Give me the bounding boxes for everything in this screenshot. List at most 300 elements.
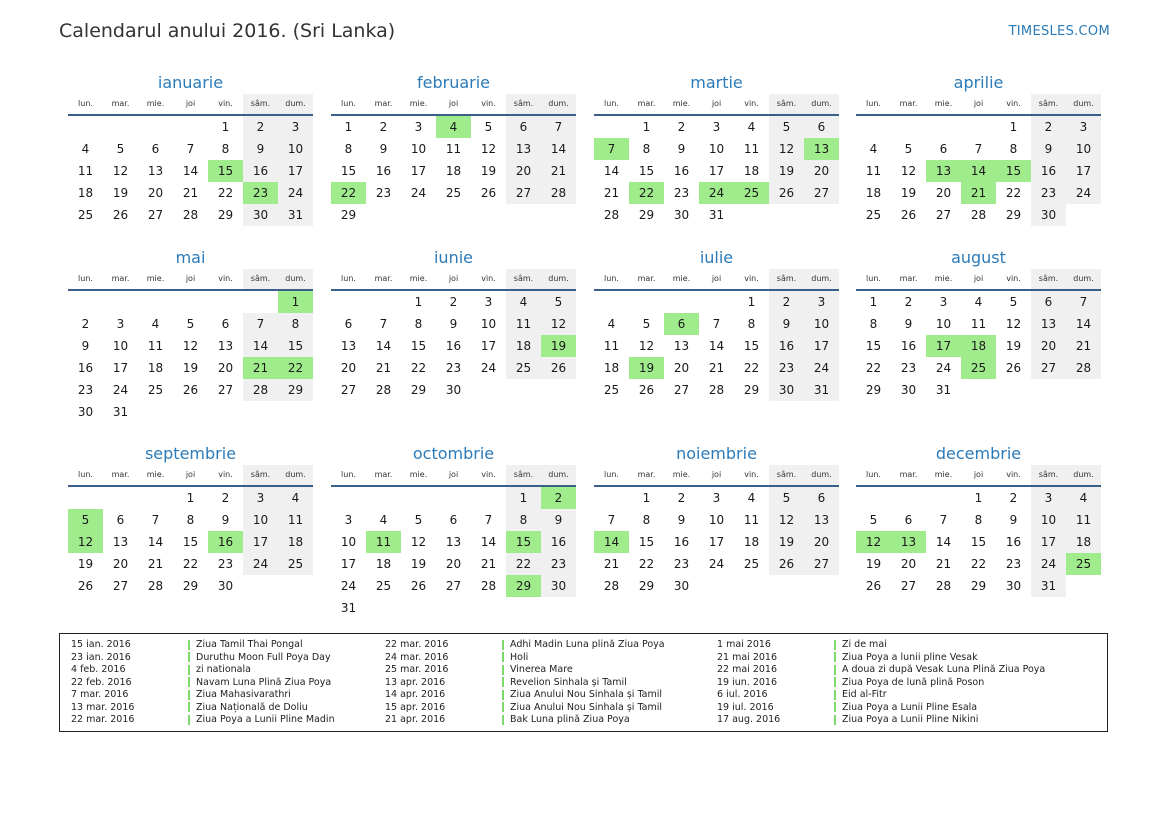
day-cell: 4	[506, 291, 541, 313]
weekday-label: sâm.	[769, 465, 804, 485]
month-mai	[68, 247, 313, 423]
legend-entry	[71, 664, 335, 677]
day-cell: 21	[480, 557, 497, 571]
weekday-label: lun.	[78, 99, 93, 108]
weekday-label: sâm.	[506, 269, 541, 289]
day-cell: 23	[673, 186, 690, 200]
empty-cell	[891, 116, 926, 138]
day-cell: 6	[939, 142, 948, 156]
day-cell: 29	[217, 208, 234, 222]
weekday-label: dum.	[804, 465, 839, 485]
weekday-label: lun.	[866, 99, 881, 108]
weekday-header	[856, 465, 1101, 487]
day-cell: 8	[278, 313, 313, 335]
weekday-label: mar.	[899, 99, 918, 108]
holiday-name: Ziua Poya de lună plină Poson	[842, 676, 985, 688]
holiday-marker-icon	[188, 715, 190, 725]
day-cell: 12	[638, 339, 655, 353]
weekday-label: mie.	[146, 99, 165, 108]
holiday-marker-icon	[502, 665, 504, 675]
holiday-day-cell: 25	[734, 182, 769, 204]
holiday-date: 22 mai 2016	[717, 664, 778, 675]
day-cell: 22	[217, 186, 234, 200]
day-cell: 1	[344, 120, 353, 134]
legend-entry	[717, 639, 1045, 652]
weekday-label: joi	[973, 274, 984, 283]
day-cell: 24	[243, 553, 278, 575]
day-cell: 20	[804, 531, 839, 553]
day-cell: 26	[77, 579, 94, 593]
day-cell: 11	[506, 313, 541, 335]
month-martie	[594, 72, 839, 226]
weekday-label: vin.	[744, 274, 759, 283]
day-cell: 12	[1005, 317, 1022, 331]
legend-entry	[717, 689, 1045, 702]
holiday-legend	[59, 633, 1108, 732]
holiday-day-cell: 25	[961, 357, 996, 379]
empty-cell	[366, 291, 401, 313]
day-cell: 19	[112, 186, 129, 200]
weekday-label: sâm.	[506, 465, 541, 485]
day-cell: 23	[673, 557, 690, 571]
weekday-label: sâm.	[506, 94, 541, 114]
day-cell: 23	[445, 361, 462, 375]
day-cell: 25	[278, 553, 313, 575]
legend-entry	[385, 664, 665, 677]
day-cell: 5	[414, 513, 423, 527]
day-cell: 20	[147, 186, 164, 200]
holiday-name: Vinerea Mare	[510, 664, 573, 675]
holiday-name: Zi de mai	[842, 639, 887, 650]
day-cell: 9	[1009, 513, 1018, 527]
day-cell: 3	[278, 116, 313, 138]
holiday-marker-icon	[834, 665, 836, 675]
month-title: septembrie	[144, 444, 237, 463]
weekday-label: joi	[711, 274, 722, 283]
day-cell: 8	[869, 317, 878, 331]
day-cell: 20	[506, 160, 541, 182]
day-grid	[68, 291, 313, 423]
day-cell: 26	[182, 383, 199, 397]
holiday-date: 22 mar. 2016	[71, 714, 135, 725]
day-cell: 25	[147, 383, 164, 397]
empty-cell	[629, 291, 664, 313]
day-cell: 14	[935, 535, 952, 549]
legend-entry	[385, 652, 665, 665]
day-cell: 14	[375, 339, 392, 353]
day-cell: 4	[278, 487, 313, 509]
day-cell: 28	[147, 579, 164, 593]
month-title: martie	[690, 73, 743, 92]
day-cell: 30	[769, 379, 804, 401]
holiday-name: Ziua Poya a lunii pline Vesak	[842, 651, 978, 663]
day-cell: 4	[607, 317, 616, 331]
holiday-marker-icon	[834, 715, 836, 725]
legend-entry	[717, 714, 1045, 727]
day-cell: 13	[506, 138, 541, 160]
day-cell: 17	[1031, 531, 1066, 553]
weekday-label: vin.	[218, 99, 233, 108]
empty-cell	[138, 116, 173, 138]
empty-cell	[68, 116, 103, 138]
legend-entry	[385, 702, 665, 715]
day-cell: 2	[449, 295, 458, 309]
day-cell: 7	[607, 513, 616, 527]
holiday-day-cell: 15	[208, 160, 243, 182]
holiday-name: Revelion Sinhala și Tamil	[510, 676, 627, 688]
day-cell: 9	[541, 509, 576, 531]
day-cell: 22	[743, 361, 760, 375]
weekday-label: dum.	[278, 269, 313, 289]
day-cell: 21	[1066, 335, 1101, 357]
day-cell: 21	[182, 186, 199, 200]
weekday-label: lun.	[78, 274, 93, 283]
day-cell: 18	[865, 186, 882, 200]
empty-cell	[243, 291, 278, 313]
weekday-label: mar.	[111, 470, 130, 479]
brand-link[interactable]: TIMESLES.COM	[1008, 24, 1110, 39]
day-cell: 15	[182, 535, 199, 549]
holiday-marker-icon	[188, 652, 190, 662]
holiday-date: 6 iul. 2016	[717, 689, 768, 700]
day-cell: 22	[638, 557, 655, 571]
day-cell: 13	[673, 339, 690, 353]
holiday-name: Bak Luna plină Ziua Poya	[510, 714, 630, 725]
holiday-day-cell: 13	[891, 531, 926, 553]
day-cell: 24	[1066, 182, 1101, 204]
weekday-label: mie.	[934, 470, 953, 479]
day-cell: 16	[673, 164, 690, 178]
day-cell: 17	[708, 535, 725, 549]
holiday-marker-icon	[502, 690, 504, 700]
weekday-label: joi	[185, 99, 196, 108]
holiday-date: 19 iun. 2016	[717, 676, 778, 688]
day-cell: 5	[186, 317, 195, 331]
holiday-day-cell: 21	[961, 182, 996, 204]
day-cell: 20	[112, 557, 129, 571]
empty-cell	[173, 116, 208, 138]
legend-entry	[71, 714, 335, 727]
weekday-label: mar.	[899, 274, 918, 283]
day-grid	[594, 291, 839, 401]
holiday-marker-icon	[188, 702, 190, 712]
day-cell: 10	[935, 317, 952, 331]
day-cell: 8	[642, 142, 651, 156]
day-cell: 14	[480, 535, 497, 549]
empty-cell	[366, 487, 401, 509]
month-title: iulie	[699, 248, 734, 267]
day-cell: 24	[935, 361, 952, 375]
day-cell: 17	[1066, 160, 1101, 182]
legend-entry	[71, 677, 335, 690]
day-cell: 25	[603, 383, 620, 397]
weekday-label: joi	[185, 274, 196, 283]
day-cell: 24	[708, 557, 725, 571]
weekday-header	[594, 94, 839, 116]
empty-cell	[68, 291, 103, 313]
weekday-label: lun.	[604, 274, 619, 283]
weekday-label: mar.	[637, 99, 656, 108]
holiday-name: Ziua Poya a Lunii Pline Esala	[842, 701, 978, 713]
day-cell: 16	[1031, 160, 1066, 182]
day-cell: 11	[147, 339, 164, 353]
day-cell: 14	[243, 335, 278, 357]
day-cell: 1	[506, 487, 541, 509]
day-cell: 4	[379, 513, 388, 527]
day-cell: 2	[243, 116, 278, 138]
weekday-label: mar.	[899, 470, 918, 479]
holiday-day-cell: 22	[629, 182, 664, 204]
holiday-date: 4 feb. 2016	[71, 664, 126, 675]
legend-entry	[385, 639, 665, 652]
day-cell: 23	[900, 361, 917, 375]
day-cell: 26	[541, 357, 576, 379]
day-cell: 28	[541, 182, 576, 204]
day-cell: 13	[217, 339, 234, 353]
legend-entry	[71, 639, 335, 652]
day-cell: 26	[638, 383, 655, 397]
day-cell: 30	[243, 204, 278, 226]
day-cell: 10	[480, 317, 497, 331]
month-title: ianuarie	[157, 73, 224, 92]
day-cell: 26	[1005, 361, 1022, 375]
day-cell: 25	[506, 357, 541, 379]
holiday-marker-icon	[502, 640, 504, 650]
day-cell: 11	[743, 142, 760, 156]
day-cell: 1	[1009, 120, 1018, 134]
holiday-day-cell: 22	[331, 182, 366, 204]
day-cell: 18	[77, 186, 94, 200]
day-cell: 14	[603, 164, 620, 178]
day-cell: 6	[116, 513, 125, 527]
holiday-marker-icon	[834, 677, 836, 687]
weekday-label: vin.	[218, 470, 233, 479]
day-cell: 7	[541, 116, 576, 138]
day-cell: 21	[375, 361, 392, 375]
weekday-label: lun.	[341, 99, 356, 108]
holiday-day-cell: 19	[541, 335, 576, 357]
day-cell: 28	[708, 383, 725, 397]
day-cell: 21	[147, 557, 164, 571]
day-cell: 12	[900, 164, 917, 178]
day-cell: 18	[743, 164, 760, 178]
weekday-label: mie.	[409, 470, 428, 479]
day-cell: 17	[708, 164, 725, 178]
day-cell: 30	[541, 575, 576, 597]
day-cell: 5	[769, 116, 804, 138]
day-cell: 6	[1031, 291, 1066, 313]
day-cell: 23	[769, 357, 804, 379]
day-cell: 29	[743, 383, 760, 397]
day-cell: 12	[541, 313, 576, 335]
empty-cell	[138, 291, 173, 313]
empty-cell	[961, 116, 996, 138]
holiday-marker-icon	[188, 665, 190, 675]
holiday-name: Ziua Poya a Lunii Pline Madin	[196, 714, 335, 725]
holiday-day-cell: 13	[804, 138, 839, 160]
weekday-label: vin.	[1006, 470, 1021, 479]
day-cell: 27	[900, 579, 917, 593]
legend-entry	[717, 702, 1045, 715]
day-cell: 29	[970, 579, 987, 593]
day-cell: 15	[743, 339, 760, 353]
holiday-day-cell: 22	[278, 357, 313, 379]
weekday-label: lun.	[341, 274, 356, 283]
day-cell: 12	[410, 535, 427, 549]
holiday-name: Navam Luna Plină Ziua Poya	[196, 676, 332, 688]
day-cell: 23	[541, 553, 576, 575]
weekday-label: lun.	[78, 470, 93, 479]
day-cell: 17	[243, 531, 278, 553]
day-cell: 27	[506, 182, 541, 204]
day-cell: 25	[445, 186, 462, 200]
weekday-header	[594, 269, 839, 291]
day-cell: 27	[804, 182, 839, 204]
weekday-label: vin.	[481, 470, 496, 479]
day-cell: 4	[747, 120, 756, 134]
day-cell: 30	[1031, 204, 1066, 226]
holiday-day-cell: 15	[996, 160, 1031, 182]
day-cell: 23	[217, 557, 234, 571]
day-cell: 19	[865, 557, 882, 571]
weekday-label: sâm.	[243, 269, 278, 289]
day-cell: 3	[939, 295, 948, 309]
day-cell: 1	[642, 120, 651, 134]
holiday-marker-icon	[834, 652, 836, 662]
month-august	[856, 247, 1101, 401]
day-cell: 31	[708, 208, 725, 222]
holiday-day-cell: 25	[1066, 553, 1101, 575]
weekday-label: mar.	[111, 99, 130, 108]
holiday-date: 23 ian. 2016	[71, 651, 131, 663]
day-cell: 23	[77, 383, 94, 397]
day-cell: 29	[182, 579, 199, 593]
day-cell: 4	[1066, 487, 1101, 509]
day-cell: 7	[974, 142, 983, 156]
day-cell: 22	[506, 553, 541, 575]
month-title: octombrie	[412, 444, 495, 463]
day-cell: 12	[480, 142, 497, 156]
day-cell: 15	[278, 335, 313, 357]
empty-cell	[471, 487, 506, 509]
empty-cell	[138, 487, 173, 509]
holiday-day-cell: 6	[664, 313, 699, 335]
day-cell: 9	[1031, 138, 1066, 160]
day-cell: 30	[1005, 579, 1022, 593]
holiday-date: 17 aug. 2016	[717, 714, 781, 725]
day-cell: 8	[221, 142, 230, 156]
day-cell: 28	[603, 579, 620, 593]
empty-cell	[208, 291, 243, 313]
holiday-day-cell: 11	[366, 531, 401, 553]
weekday-label: joi	[973, 470, 984, 479]
day-cell: 19	[769, 160, 804, 182]
weekday-label: mie.	[934, 274, 953, 283]
empty-cell	[401, 487, 436, 509]
day-cell: 18	[1066, 531, 1101, 553]
weekday-label: mie.	[672, 274, 691, 283]
day-cell: 8	[747, 317, 756, 331]
day-cell: 28	[480, 579, 497, 593]
day-cell: 7	[243, 313, 278, 335]
day-cell: 18	[375, 557, 392, 571]
empty-cell	[331, 487, 366, 509]
day-grid	[856, 291, 1101, 401]
day-cell: 23	[1031, 182, 1066, 204]
weekday-label: sâm.	[769, 269, 804, 289]
day-cell: 9	[769, 313, 804, 335]
day-cell: 10	[278, 138, 313, 160]
day-cell: 20	[900, 557, 917, 571]
day-cell: 30	[673, 208, 690, 222]
weekday-label: sâm.	[1031, 94, 1066, 114]
day-cell: 3	[1031, 487, 1066, 509]
day-cell: 3	[712, 491, 721, 505]
weekday-label: joi	[448, 274, 459, 283]
month-title: iunie	[433, 248, 473, 267]
day-cell: 11	[865, 164, 882, 178]
weekday-header	[68, 465, 313, 487]
weekday-label: dum.	[1066, 465, 1101, 485]
holiday-day-cell: 2	[541, 487, 576, 509]
holiday-name: zi nationala	[196, 664, 251, 675]
holiday-day-cell: 19	[629, 357, 664, 379]
day-cell: 5	[904, 142, 913, 156]
day-cell: 9	[243, 138, 278, 160]
day-cell: 18	[603, 361, 620, 375]
holiday-date: 7 mar. 2016	[71, 689, 129, 700]
day-cell: 5	[869, 513, 878, 527]
day-cell: 19	[480, 164, 497, 178]
day-cell: 1	[747, 295, 756, 309]
day-cell: 27	[217, 383, 234, 397]
day-cell: 28	[1066, 357, 1101, 379]
day-cell: 19	[410, 557, 427, 571]
day-cell: 17	[278, 160, 313, 182]
weekday-label: vin.	[481, 274, 496, 283]
day-cell: 9	[81, 339, 90, 353]
weekday-label: vin.	[1006, 274, 1021, 283]
day-cell: 7	[151, 513, 160, 527]
day-cell: 20	[673, 361, 690, 375]
day-cell: 2	[1009, 491, 1018, 505]
day-cell: 21	[603, 186, 620, 200]
empty-cell	[331, 291, 366, 313]
day-cell: 6	[904, 513, 913, 527]
weekday-label: sâm.	[243, 465, 278, 485]
legend-entry	[717, 652, 1045, 665]
holiday-name: Ziua Mahasivarathri	[196, 689, 291, 700]
day-cell: 23	[1005, 557, 1022, 571]
weekday-label: dum.	[804, 269, 839, 289]
legend-column	[385, 639, 665, 727]
day-cell: 10	[708, 142, 725, 156]
day-cell: 3	[116, 317, 125, 331]
day-cell: 23	[375, 186, 392, 200]
weekday-label: vin.	[744, 99, 759, 108]
day-cell: 15	[340, 164, 357, 178]
day-cell: 17	[340, 557, 357, 571]
holiday-marker-icon	[834, 702, 836, 712]
month-aprilie	[856, 72, 1101, 226]
legend-entry	[71, 702, 335, 715]
legend-entry	[71, 689, 335, 702]
day-cell: 27	[112, 579, 129, 593]
day-cell: 12	[769, 138, 804, 160]
day-cell: 2	[1031, 116, 1066, 138]
day-cell: 8	[1009, 142, 1018, 156]
day-cell: 15	[638, 164, 655, 178]
